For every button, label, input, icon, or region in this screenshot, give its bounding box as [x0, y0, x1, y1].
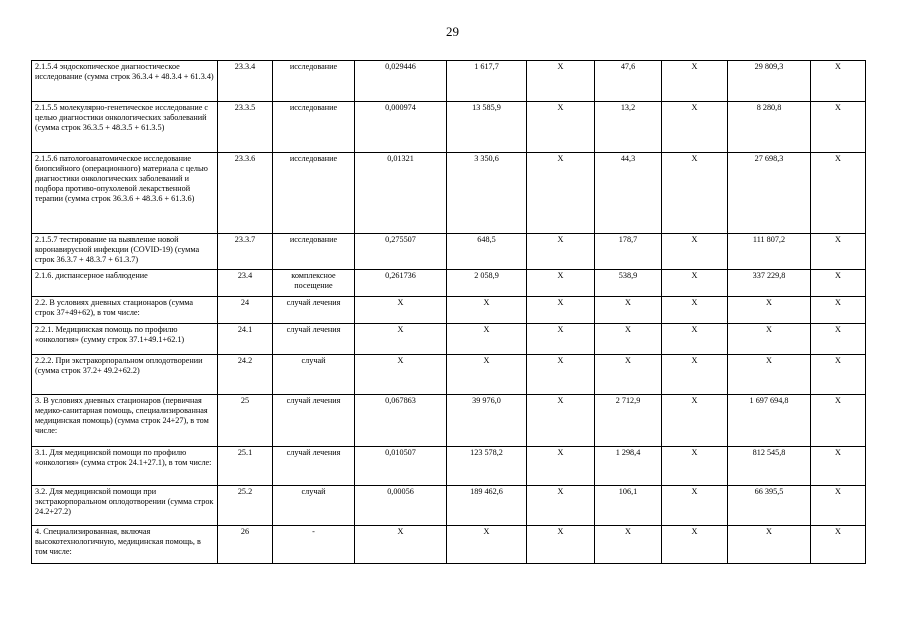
row-cost-cell: X	[447, 526, 527, 564]
row-col6-cell: X	[527, 270, 595, 297]
row-col10-cell: X	[811, 324, 866, 355]
row-norm-cell: 0,275507	[355, 234, 447, 270]
row-code-cell: 23.3.5	[218, 102, 273, 153]
row-norm-cell: 0,00056	[355, 486, 447, 526]
row-col9-cell: 111 807,2	[728, 234, 811, 270]
row-name-cell: 2.2.1. Медицинская помощь по профилю «онкология» (сумму строк 37.1+49.1+62.1)	[32, 324, 218, 355]
row-cost-cell: 123 578,2	[447, 447, 527, 486]
row-code-cell: 24	[218, 297, 273, 324]
row-cost-cell: 3 350,6	[447, 153, 527, 234]
row-unit-cell: исследование	[273, 61, 355, 102]
row-norm-cell: 0,261736	[355, 270, 447, 297]
row-col7-cell: X	[595, 297, 662, 324]
row-col6-cell: X	[527, 526, 595, 564]
row-cost-cell: 189 462,6	[447, 486, 527, 526]
row-name-cell: 3.1. Для медицинской помощи по профилю «онкология» (сумма строк 24.1+27.1), в том числе:	[32, 447, 218, 486]
table-row	[32, 61, 866, 102]
row-col8-cell: X	[662, 395, 728, 447]
row-col9-cell: 8 280,8	[728, 102, 811, 153]
table-row	[32, 324, 866, 355]
row-norm-cell: X	[355, 355, 447, 395]
row-col8-cell: X	[662, 297, 728, 324]
page-number: 29	[446, 24, 459, 39]
row-code-cell: 25	[218, 395, 273, 447]
row-col7-cell: X	[595, 526, 662, 564]
row-col8-cell: X	[662, 61, 728, 102]
row-name-cell: 2.1.5.6 патологоанатомическое исследование биопсийного (операционного) материала с целью диагностики онкологических заболеваний и подбора противо-опухолевой лекарственной терапии (сумма строк 36.3.6 + 48.3.6 + 61.3.6)	[32, 153, 218, 234]
row-col9-cell: 27 698,3	[728, 153, 811, 234]
row-col8-cell: X	[662, 324, 728, 355]
row-col6-cell: X	[527, 447, 595, 486]
row-norm-cell: 0,01321	[355, 153, 447, 234]
row-cost-cell: 13 585,9	[447, 102, 527, 153]
row-col6-cell: X	[527, 395, 595, 447]
row-cost-cell: X	[447, 297, 527, 324]
row-col7-cell: 538,9	[595, 270, 662, 297]
row-col8-cell: X	[662, 447, 728, 486]
row-col8-cell: X	[662, 102, 728, 153]
row-col9-cell: 337 229,8	[728, 270, 811, 297]
row-col6-cell: X	[527, 234, 595, 270]
row-col7-cell: 1 298,4	[595, 447, 662, 486]
row-col7-cell: X	[595, 324, 662, 355]
row-name-cell: 3. В условиях дневных стационаров (первичная медико-санитарная помощь, специализированная медицинская помощь) (сумма строк 24+27), в том числе:	[32, 395, 218, 447]
row-col7-cell: 47,6	[595, 61, 662, 102]
row-cost-cell: X	[447, 355, 527, 395]
row-col9-cell: 29 809,3	[728, 61, 811, 102]
row-unit-cell: -	[273, 526, 355, 564]
table-row	[32, 153, 866, 234]
row-col10-cell: X	[811, 526, 866, 564]
row-col6-cell: X	[527, 297, 595, 324]
row-code-cell: 25.2	[218, 486, 273, 526]
row-unit-cell: комплексное посещение	[273, 270, 355, 297]
row-col6-cell: X	[527, 102, 595, 153]
table-row	[32, 486, 866, 526]
row-unit-cell: исследование	[273, 102, 355, 153]
row-col7-cell: 2 712,9	[595, 395, 662, 447]
table-row	[32, 102, 866, 153]
row-col7-cell: 106,1	[595, 486, 662, 526]
row-col6-cell: X	[527, 324, 595, 355]
row-unit-cell: случай лечения	[273, 297, 355, 324]
row-cost-cell: 648,5	[447, 234, 527, 270]
row-col8-cell: X	[662, 234, 728, 270]
row-name-cell: 2.1.5.7 тестирование на выявление новой коронавирусной инфекции (COVID-19) (сумма строк 36.3.7 + 48.3.7 + 61.3.7)	[32, 234, 218, 270]
row-col10-cell: X	[811, 486, 866, 526]
row-col6-cell: X	[527, 355, 595, 395]
row-col9-cell: X	[728, 324, 811, 355]
row-name-cell: 2.1.5.4 эндоскопическое диагностическое исследование (сумма строк 36.3.4 + 48.3.4 + 61.3.4)	[32, 61, 218, 102]
row-norm-cell: 0,029446	[355, 61, 447, 102]
row-unit-cell: случай лечения	[273, 447, 355, 486]
row-cost-cell: 2 058,9	[447, 270, 527, 297]
row-name-cell: 2.1.6. диспансерное наблюдение	[32, 270, 218, 297]
row-code-cell: 23.3.7	[218, 234, 273, 270]
table-row	[32, 234, 866, 270]
table-row	[32, 297, 866, 324]
row-norm-cell: X	[355, 324, 447, 355]
row-code-cell: 25.1	[218, 447, 273, 486]
row-col8-cell: X	[662, 526, 728, 564]
row-code-cell: 24.2	[218, 355, 273, 395]
table-row	[32, 395, 866, 447]
row-norm-cell: X	[355, 526, 447, 564]
row-norm-cell: X	[355, 297, 447, 324]
row-col9-cell: X	[728, 355, 811, 395]
row-code-cell: 23.3.4	[218, 61, 273, 102]
row-norm-cell: 0,067863	[355, 395, 447, 447]
row-col9-cell: 812 545,8	[728, 447, 811, 486]
table-row	[32, 447, 866, 486]
row-cost-cell: X	[447, 324, 527, 355]
row-unit-cell: случай лечения	[273, 395, 355, 447]
row-name-cell: 2.1.5.5 молекулярно-генетическое исследование с целью диагностики онкологических заболеваний (сумма строк 36.3.5 + 48.3.5 + 61.3.5)	[32, 102, 218, 153]
row-unit-cell: случай лечения	[273, 324, 355, 355]
row-col10-cell: X	[811, 447, 866, 486]
row-name-cell: 2.2.2. При экстракорпоральном оплодотворении (сумма строк 37.2+ 49.2+62.2)	[32, 355, 218, 395]
row-code-cell: 23.4	[218, 270, 273, 297]
row-col9-cell: 66 395,5	[728, 486, 811, 526]
row-col8-cell: X	[662, 153, 728, 234]
row-unit-cell: случай	[273, 355, 355, 395]
row-col9-cell: X	[728, 526, 811, 564]
row-code-cell: 26	[218, 526, 273, 564]
row-col10-cell: X	[811, 395, 866, 447]
table-row	[32, 355, 866, 395]
table-row	[32, 526, 866, 564]
table-row	[32, 270, 866, 297]
row-col8-cell: X	[662, 355, 728, 395]
row-cost-cell: 1 617,7	[447, 61, 527, 102]
row-col7-cell: 178,7	[595, 234, 662, 270]
row-col7-cell: X	[595, 355, 662, 395]
row-code-cell: 24.1	[218, 324, 273, 355]
row-unit-cell: случай	[273, 486, 355, 526]
data-table	[31, 60, 866, 564]
row-col10-cell: X	[811, 234, 866, 270]
row-col10-cell: X	[811, 270, 866, 297]
row-col6-cell: X	[527, 61, 595, 102]
row-col10-cell: X	[811, 355, 866, 395]
row-norm-cell: 0,010507	[355, 447, 447, 486]
row-unit-cell: исследование	[273, 153, 355, 234]
row-col10-cell: X	[811, 61, 866, 102]
row-col6-cell: X	[527, 486, 595, 526]
row-cost-cell: 39 976,0	[447, 395, 527, 447]
row-code-cell: 23.3.6	[218, 153, 273, 234]
row-col7-cell: 13,2	[595, 102, 662, 153]
row-col7-cell: 44,3	[595, 153, 662, 234]
row-col8-cell: X	[662, 270, 728, 297]
row-col10-cell: X	[811, 153, 866, 234]
row-unit-cell: исследование	[273, 234, 355, 270]
row-col10-cell: X	[811, 102, 866, 153]
row-norm-cell: 0,000974	[355, 102, 447, 153]
row-col9-cell: X	[728, 297, 811, 324]
row-col8-cell: X	[662, 486, 728, 526]
row-name-cell: 3.2. Для медицинской помощи при экстракорпоральном оплодотворении (сумма строк 24.2+27.2)	[32, 486, 218, 526]
row-name-cell: 2.2. В условиях дневных стационаров (сумма строк 37+49+62), в том числе:	[32, 297, 218, 324]
row-name-cell: 4. Специализированная, включая высокотехнологичную, медицинская помощь, в том числе:	[32, 526, 218, 564]
row-col6-cell: X	[527, 153, 595, 234]
row-col10-cell: X	[811, 297, 866, 324]
row-col9-cell: 1 697 694,8	[728, 395, 811, 447]
